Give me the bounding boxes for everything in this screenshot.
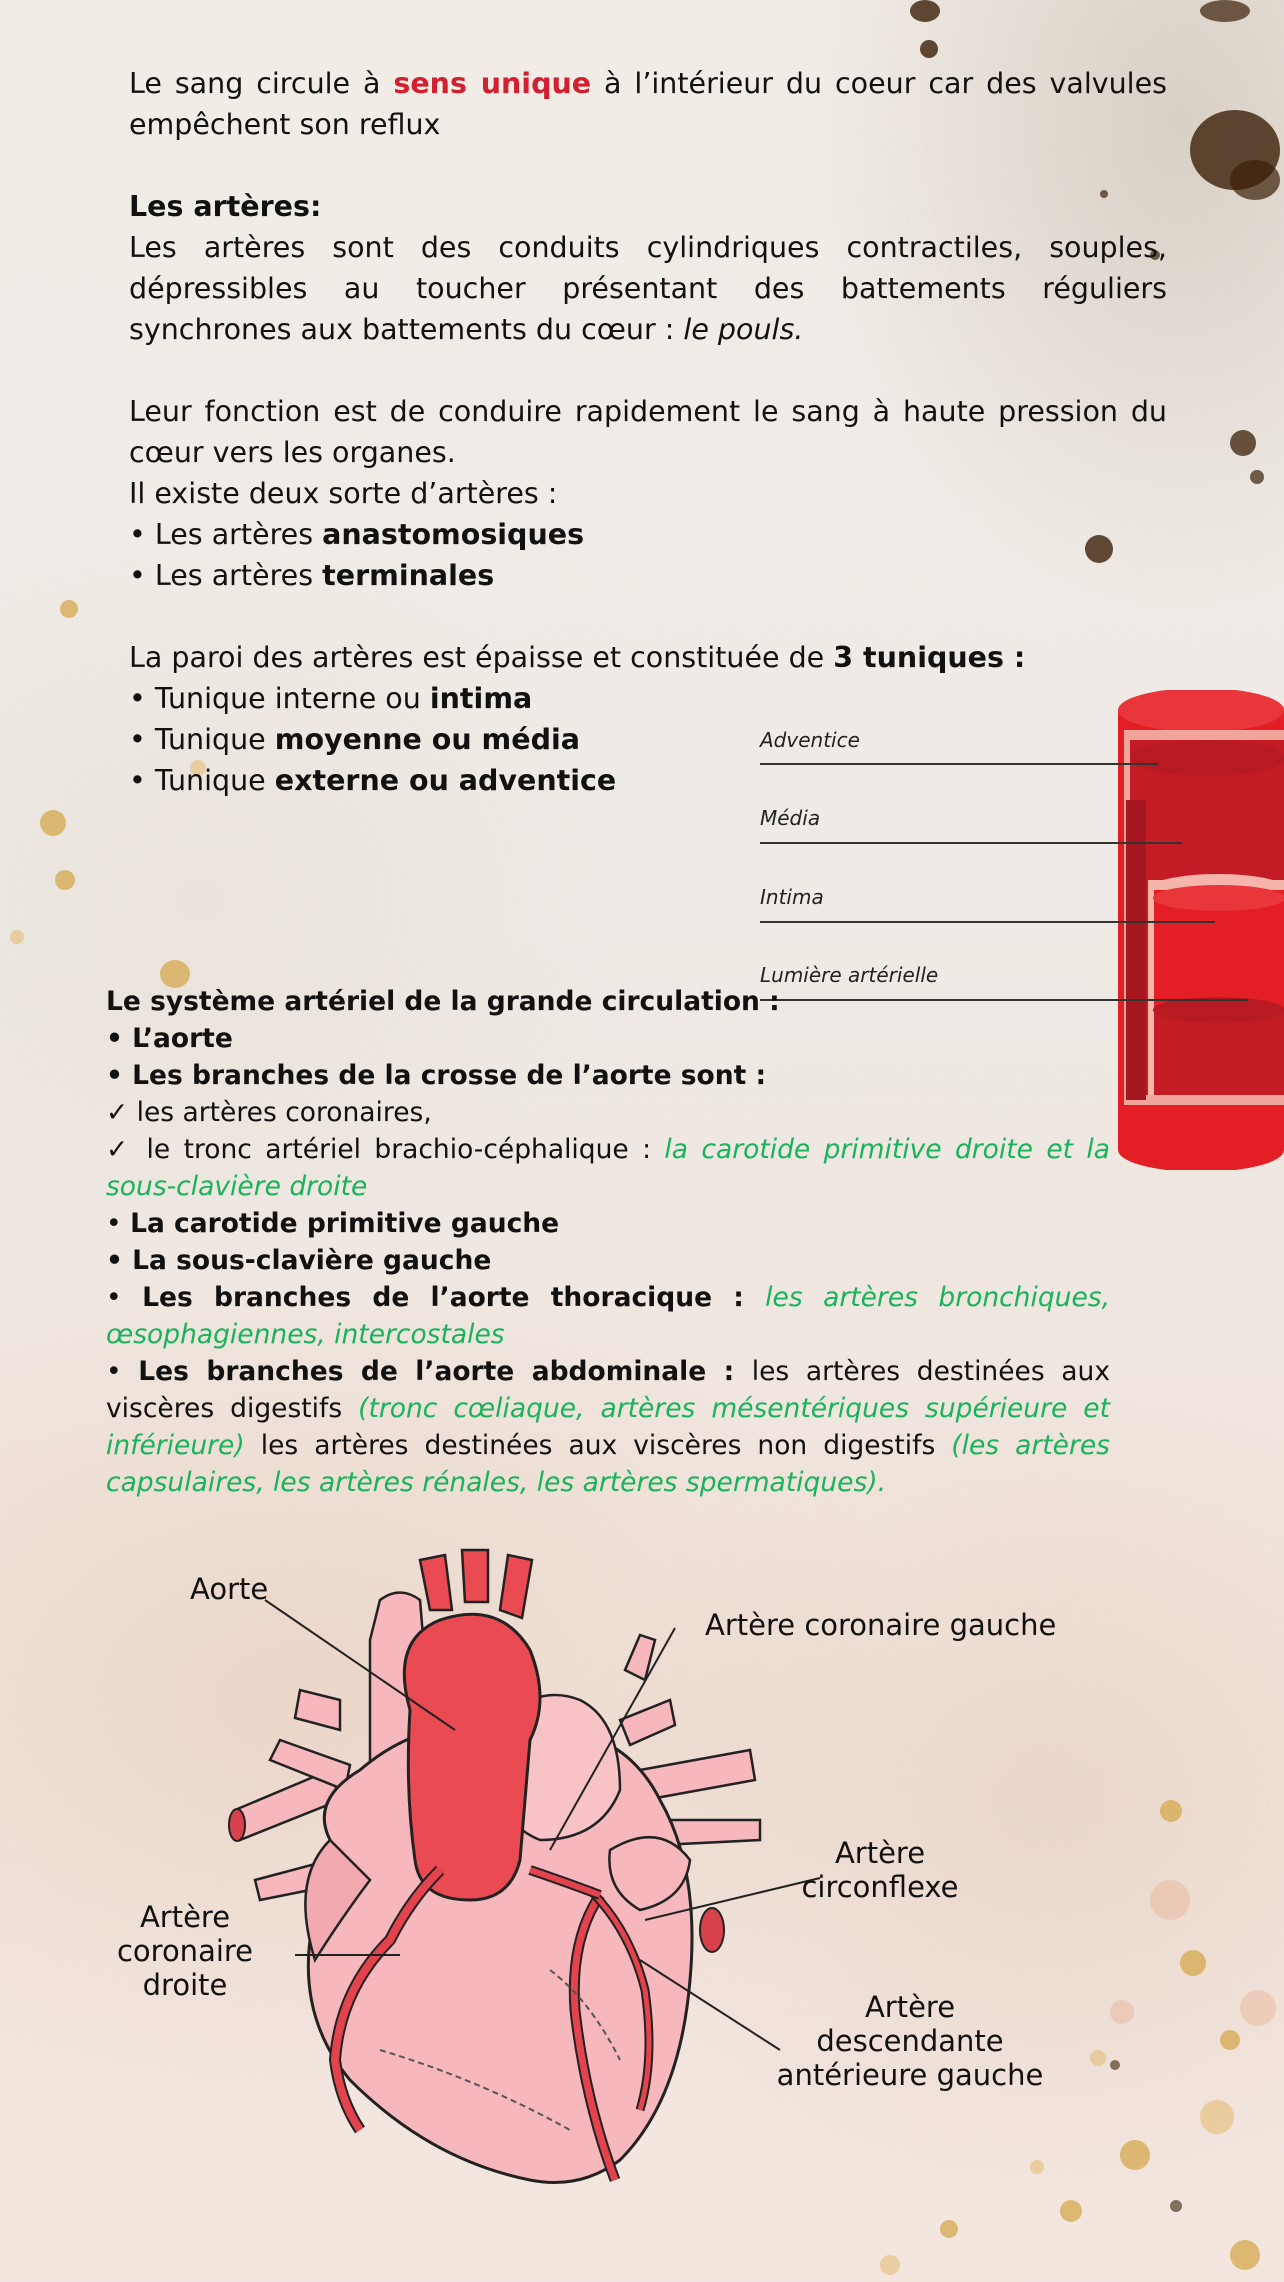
intro-text-end: à l’intérieur du coeur car des valvules empêchent son reflux [129, 67, 1167, 141]
arterial-system-section [106, 983, 1110, 1501]
system-subitem-coronaires: ✓ les artères coronaires, [106, 1097, 432, 1128]
heart-label-circonflexe: Artère circonflexe [801, 1836, 959, 1904]
heart-label-coronaire-droite: Artère coronaire droite [116, 1900, 254, 2002]
tunique-item: • Tunique externe ou adventice [129, 764, 617, 797]
system-item-aorte: • L’aorte [106, 1023, 233, 1054]
intro-text: Le sang circule à [129, 67, 394, 100]
label-media: Média [760, 806, 821, 830]
green-annotation: la carotide primitive droite et la sous-clavière droite [106, 1134, 1111, 1202]
green-annotation: (les artères capsulaires, les artères rénales, les artères spermatiques). [106, 1430, 1110, 1498]
arteries-type-item: • Les artères anastomosiques [129, 518, 585, 551]
arteries-type-item: • Les artères terminales [129, 559, 495, 592]
system-title: Le système artériel de la grande circulation : [106, 986, 780, 1017]
leader-line [760, 921, 1215, 923]
heart-label-aorte: Aorte [190, 1572, 269, 1606]
label-intima: Intima [760, 885, 824, 909]
system-subitem-tronc: ✓ le tronc artériel brachio-céphalique : la carotide primitive droite et la sous-clavière droite [106, 1134, 1111, 1202]
arteries-description: Les artères sont des conduits cylindriques contractiles, souples, dépressibles au toucher présentant des battements réguliers synchrones aux battements du cœur : le pouls. [129, 231, 1167, 346]
arteries-types-intro: Il existe deux sorte d’artères : [129, 477, 558, 510]
system-item-abdominale: • Les branches de l’aorte abdominale : les artères destinées aux viscères digestifs (tronc cœliaque, artères mésentériques supérieure et inférieure) les artères destinées aux viscères non digestifs (les artères capsulaires, les artères rénales, les artères spermatiques). [106, 1356, 1111, 1498]
label-adventice: Adventice [760, 728, 860, 752]
arteries-text-block [129, 63, 1167, 801]
system-item-thoracique: • Les branches de l’aorte thoracique : les artères bronchiques, œsophagiennes, intercostales [106, 1282, 1110, 1350]
green-annotation: les artères bronchiques, œsophagiennes, intercostales [106, 1282, 1110, 1350]
intro-highlight: sens unique [393, 67, 592, 100]
heart-label-descendante: Artère descendante antérieure gauche [776, 1990, 1044, 2092]
arteries-heading: Les artères: [129, 190, 322, 223]
leader-line [760, 842, 1182, 844]
green-annotation: (tronc cœliaque, artères mésentériques supérieure et inférieure) [106, 1393, 1110, 1461]
arteries-function: Leur fonction est de conduire rapidement le sang à haute pression du cœur vers les organes. [129, 395, 1167, 469]
leader-line [760, 763, 1158, 765]
label-lumiere: Lumière artérielle [760, 963, 939, 987]
intro-paragraph [129, 63, 1167, 145]
system-item-crosse: • Les branches de la crosse de l’aorte sont : [106, 1060, 767, 1091]
tunique-item: • Tunique moyenne ou média [129, 723, 580, 756]
pouls-italic: le pouls. [683, 313, 804, 346]
paroi-intro: La paroi des artères est épaisse et constituée de 3 tuniques : [129, 641, 1026, 674]
system-item-carotide: • La carotide primitive gauche [106, 1208, 560, 1239]
heart-label-coronaire-gauche: Artère coronaire gauche [705, 1608, 1057, 1642]
tunique-item: • Tunique interne ou intima [129, 682, 533, 715]
system-item-sous-claviere: • La sous-clavière gauche [106, 1245, 492, 1276]
